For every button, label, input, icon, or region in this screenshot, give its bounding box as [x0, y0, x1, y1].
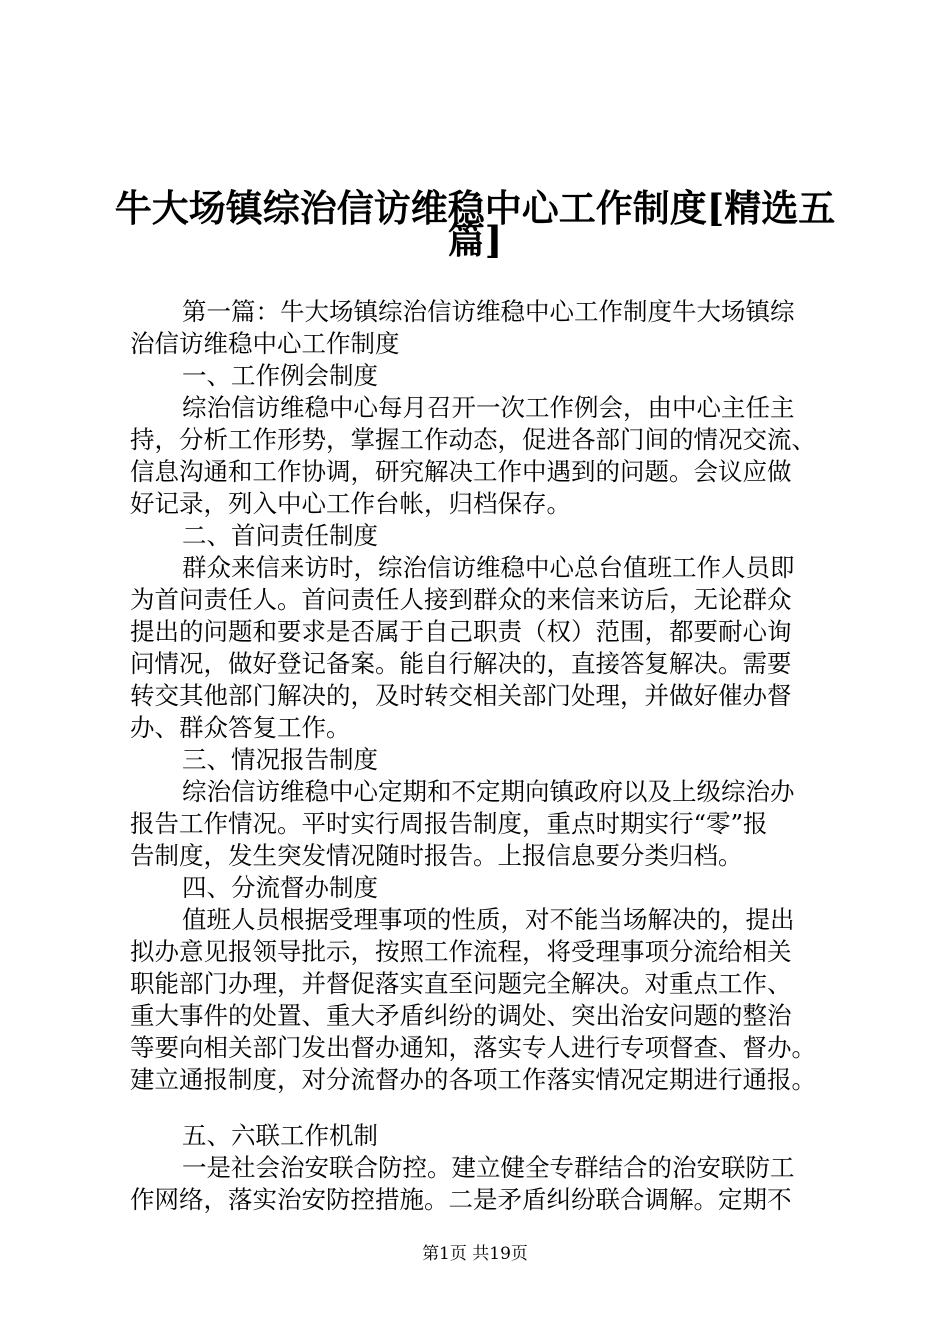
- body-text-line: 四、分流督办制度: [182, 873, 378, 902]
- body-text-line: 办、群众答复工作。: [130, 713, 351, 742]
- body-text-line: 建立通报制度，对分流督办的各项工作落实情况定期进行通报。: [130, 1065, 816, 1094]
- body-text-line: 作网络，落实治安防控措施。二是矛盾纠纷联合调解。定期不: [130, 1185, 792, 1214]
- body-text-line: 职能部门办理，并督促落实直至问题完全解决。对重点工作、: [130, 969, 792, 998]
- body-text-line: 值班人员根据受理事项的性质，对不能当场解决的，提出: [182, 905, 795, 934]
- body-text-line: 好记录，列入中心工作台帐，归档保存。: [130, 489, 571, 518]
- document-title-line-1: 牛大场镇综治信访维稳中心工作制度[精选五: [114, 186, 836, 230]
- body-text-line: 综治信访维稳中心定期和不定期向镇政府以及上级综治办: [182, 777, 795, 806]
- body-text-line: 重大事件的处置、重大矛盾纠纷的调处、突出治安问题的整治: [130, 1001, 792, 1030]
- body-text-line: 为首问责任人。首问责任人接到群众的来信来访后，无论群众: [130, 585, 792, 614]
- body-text-line: 等要向相关部门发出督办通知，落实专人进行专项督查、督办。: [130, 1033, 816, 1062]
- body-text-line: 转交其他部门解决的，及时转交相关部门处理，并做好催办督: [130, 681, 792, 710]
- body-text-line: 告制度，发生突发情况随时报告。上报信息要分类归档。: [130, 841, 743, 870]
- body-text-line: 群众来信来访时，综治信访维稳中心总台值班工作人员即: [182, 553, 795, 582]
- body-text-line: 持，分析工作形势，掌握工作动态，促进各部门间的情况交流、: [130, 425, 816, 454]
- body-text-line: 问情况，做好登记备案。能自行解决的，直接答复解决。需要: [130, 649, 792, 678]
- body-text-line: 一、工作例会制度: [182, 361, 378, 390]
- body-text-line: 五、六联工作机制: [182, 1121, 378, 1150]
- body-text-line: 一是社会治安联合防控。建立健全专群结合的治安联防工: [182, 1153, 795, 1182]
- body-text-line: 拟办意见报领导批示，按照工作流程，将受理事项分流给相关: [130, 937, 792, 966]
- body-text-line: 治信访维稳中心工作制度: [130, 329, 400, 358]
- body-text-line: 报告工作情况。平时实行周报告制度，重点时期实行“零”报: [130, 809, 768, 838]
- body-text-line: 三、情况报告制度: [182, 745, 378, 774]
- body-text-line: 第一篇：牛大场镇综治信访维稳中心工作制度牛大场镇综: [182, 297, 795, 326]
- body-text-line: 提出的问题和要求是否属于自己职责（权）范围，都要耐心询: [130, 617, 792, 646]
- document-title-line-2: [110, 218, 840, 262]
- document-title-line-2-text: 篇]: [447, 218, 503, 262]
- body-text-line: 信息沟通和工作协调，研究解决工作中遇到的问题。会议应做: [130, 457, 792, 486]
- page-footer: 第1页 共19页: [422, 1244, 528, 1264]
- body-text-line: 二、首问责任制度: [182, 521, 378, 550]
- body-text-line: 综治信访维稳中心每月召开一次工作例会，由中心主任主: [182, 393, 795, 422]
